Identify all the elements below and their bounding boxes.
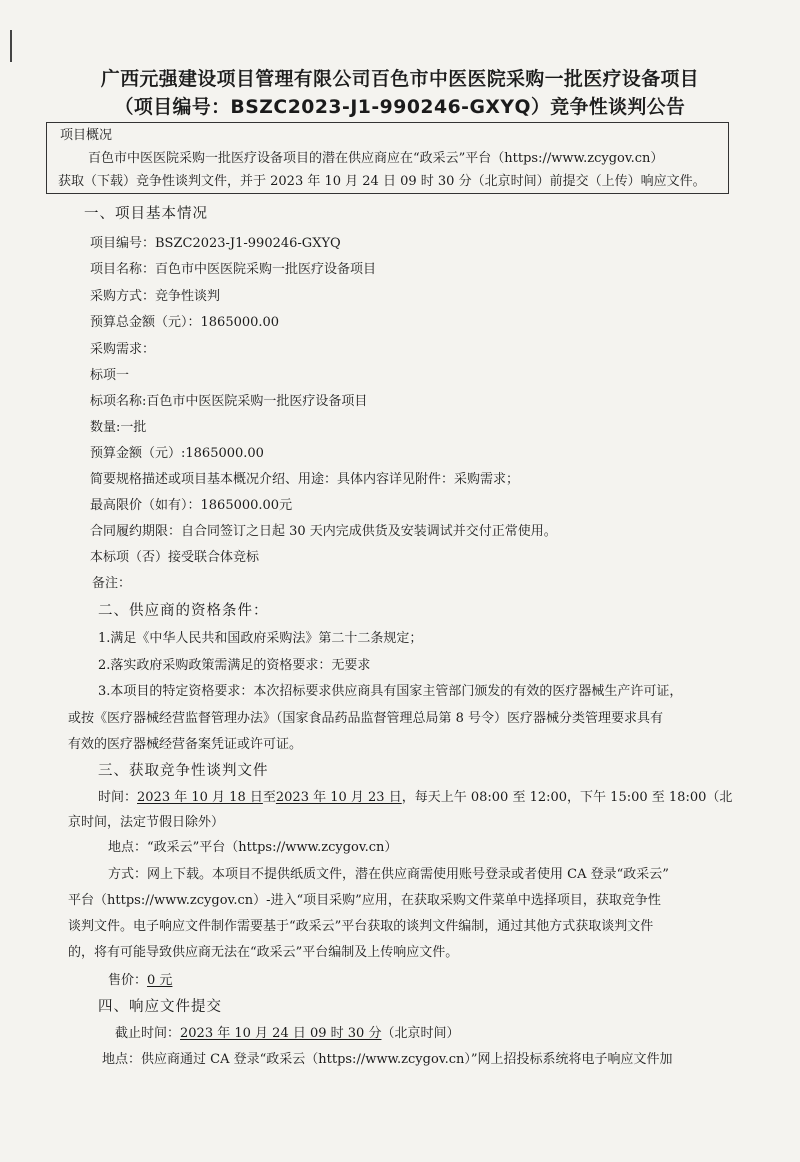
scan-edge-mark xyxy=(10,30,12,62)
time-end: 2023 年 10 月 23 日 xyxy=(275,790,402,805)
document-price xyxy=(108,973,172,989)
lot-spec: 简要规格描述或项目基本概况介绍、用途：具体内容详见附件：采购需求； xyxy=(90,472,520,487)
project-name: 项目名称：百色市中医医院采购一批医疗设备项目 xyxy=(90,262,377,277)
lot-label: 标项一 xyxy=(90,368,130,383)
overview-text-line1: 百色市中医医院采购一批医疗设备项目的潜在供应商应在“政采云”平台（https://www.zcygov.cn） xyxy=(88,151,664,166)
lot-name: 标项名称:百色市中医医院采购一批医疗设备项目 xyxy=(90,394,368,409)
acquisition-method-line1: 方式：网上下载。本项目不提供纸质文件，潜在供应商需使用账号登录或者使用 CA 登录“政采云” xyxy=(108,867,669,882)
deadline-prefix: 截止时间： xyxy=(115,1026,181,1041)
procurement-requirements: 采购需求： xyxy=(90,342,156,357)
document-title-line2: （项目编号：BSZC2023-J1-990246-GXYQ）竞争性谈判公告 xyxy=(114,97,686,118)
procurement-method: 采购方式：竞争性谈判 xyxy=(90,289,221,304)
qualification-item3-line3: 有效的医疗器械经营备案凭证或许可证。 xyxy=(68,737,303,752)
time-start: 2023 年 10 月 18 日 xyxy=(137,790,263,805)
price-prefix: 售价： xyxy=(108,973,148,988)
contract-period: 合同履约期限：自合同签订之日起 30 天内完成供货及安装调试并交付正常使用。 xyxy=(90,524,557,539)
deadline-value: 2023 年 10 月 24 日 09 时 30 分 xyxy=(180,1026,382,1041)
max-price: 最高限价（如有）：1865000.00元 xyxy=(90,498,293,513)
acquisition-time xyxy=(98,790,732,806)
acquisition-method-line4: 的，将有可能导致供应商无法在“政采云”平台编制及上传响应文件。 xyxy=(68,945,459,960)
deadline-suffix: （北京时间） xyxy=(381,1026,460,1041)
overview-text-line2: 获取（下载）竞争性谈判文件，并于 2023 年 10 月 24 日 09 时 30 分（北京时间）前提交（上传）响应文件。 xyxy=(58,174,706,189)
qualification-item3-line2: 或按《医疗器械经营监督管理办法》（国家食品药品监督管理总局第 8 号令）医疗器械分类管理要求具有 xyxy=(68,711,664,726)
overview-label: 项目概况 xyxy=(60,128,113,143)
acquisition-method-line3: 谈判文件。电子响应文件制作需要基于“政采云”平台获取的谈判文件编制，通过其他方式获取谈判文件 xyxy=(68,919,654,934)
time-prefix: 时间： xyxy=(98,790,138,805)
acquisition-location: 地点：“政采云”平台（https://www.zcygov.cn） xyxy=(108,840,398,855)
project-number: 项目编号：BSZC2023-J1-990246-GXYQ xyxy=(90,236,341,251)
section4-heading: 四、响应文件提交 xyxy=(98,999,222,1015)
lot-budget: 预算金额（元）:1865000.00 xyxy=(90,446,264,461)
budget-total: 预算总金额（元）：1865000.00 xyxy=(90,315,280,330)
remarks: 备注： xyxy=(92,576,132,591)
section2-heading: 二、供应商的资格条件： xyxy=(98,603,269,619)
qualification-item3-line1: 3.本项目的特定资格要求：本次招标要求供应商具有国家主管部门颁发的有效的医疗器械生产许可证， xyxy=(98,684,683,699)
section1-heading: 一、项目基本情况 xyxy=(84,206,208,222)
acquisition-time-line2: 京时间，法定节假日除外） xyxy=(68,815,225,830)
price-value: 0 元 xyxy=(147,973,173,988)
lot-quantity: 数量:一批 xyxy=(90,420,147,435)
time-mid: 至 xyxy=(262,790,276,805)
time-suffix: ，每天上午 08:00 至 12:00，下午 15:00 至 18:00（北 xyxy=(401,790,733,805)
document-title-line1: 广西元强建设项目管理有限公司百色市中医医院采购一批医疗设备项目 xyxy=(100,69,700,90)
section3-heading: 三、获取竞争性谈判文件 xyxy=(98,763,269,779)
qualification-item1: 1.满足《中华人民共和国政府采购法》第二十二条规定； xyxy=(98,631,423,646)
submission-deadline xyxy=(115,1026,459,1042)
consortium-note: 本标项（否）接受联合体竞标 xyxy=(90,550,260,565)
acquisition-method-line2: 平台（https://www.zcygov.cn）-进入“项目采购”应用，在获取采购文件菜单中选择项目，获取竞争性 xyxy=(68,893,661,908)
qualification-item2: 2.落实政府采购政策需满足的资格要求：无要求 xyxy=(98,658,371,673)
submission-location: 地点：供应商通过 CA 登录“政采云（https://www.zcygov.cn）”网上招投标系统将电子响应文件加 xyxy=(102,1052,673,1067)
